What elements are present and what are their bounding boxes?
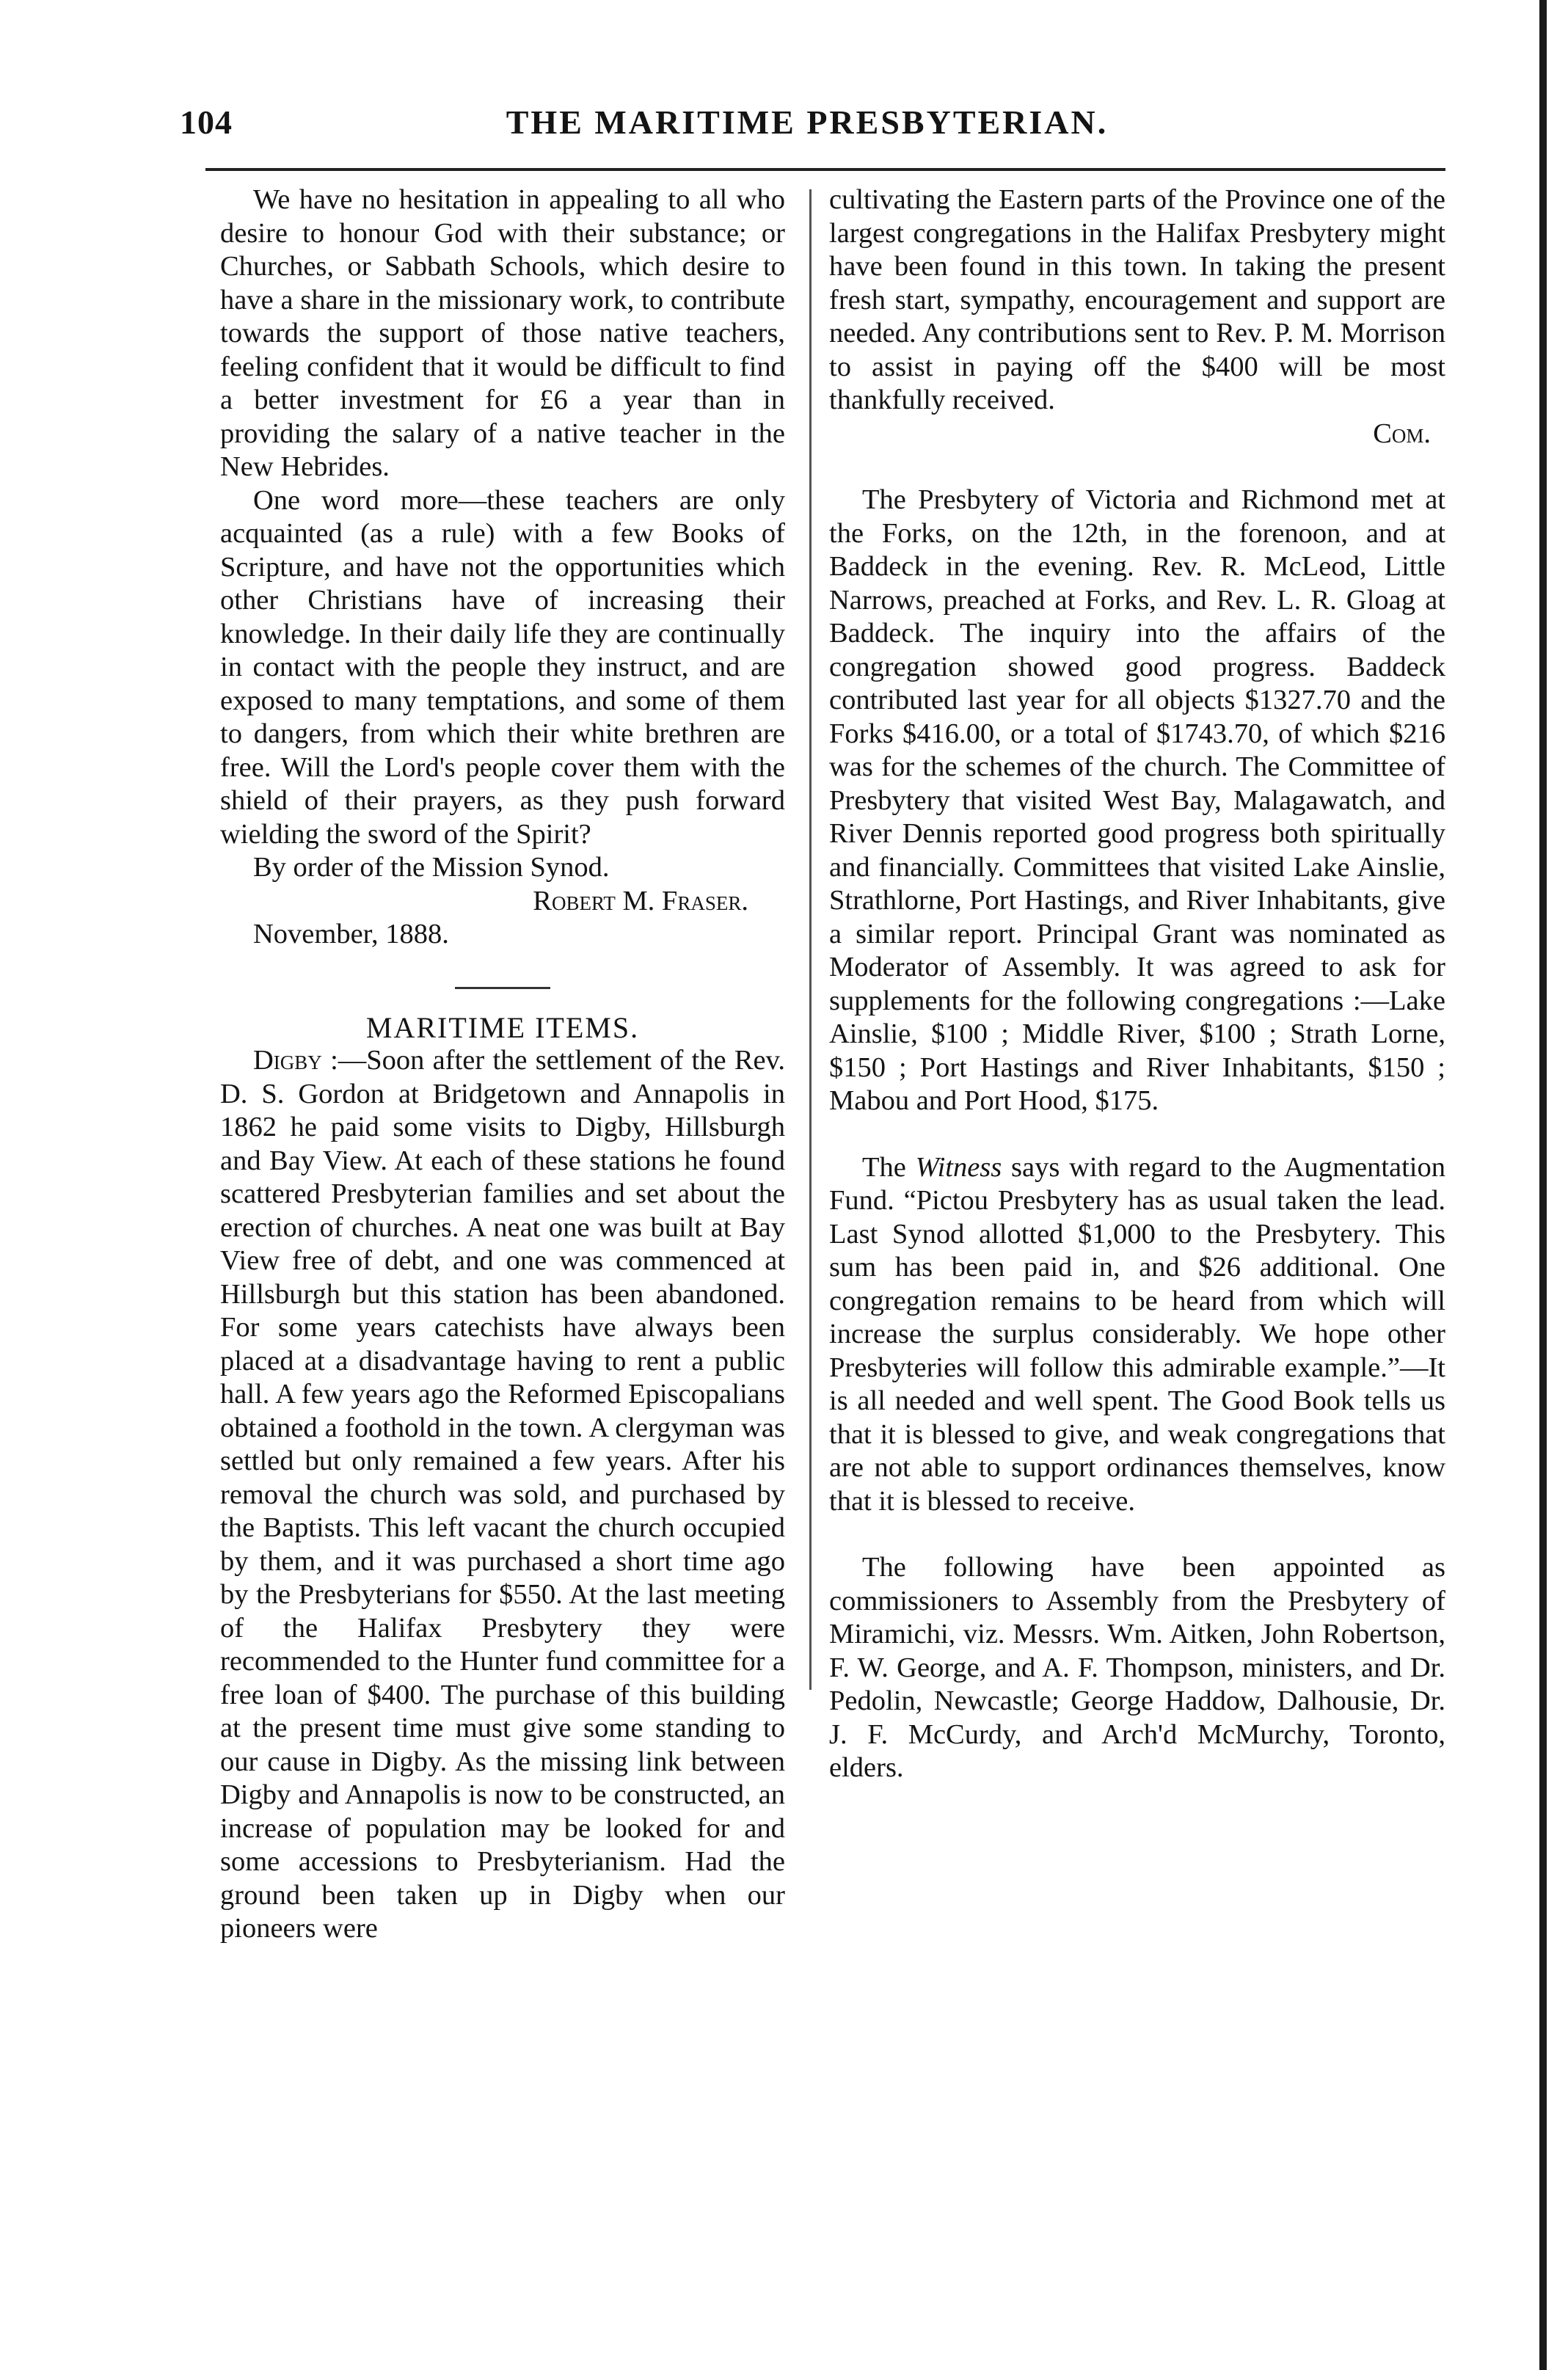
digby-text: :—Soon after the settlement of the Rev. D. S. Gordon at Bridgetown and Annapolis in 1862 he paid some visits to Digby, Hillsburgh and Bay View. At each of these stations he found scattered Presbyterian families and set about the erection of churches. A neat one was built at Bay View free of debt, and one was commenced at Hillsburgh but this station has been abandoned. For some years catechists have always been placed at a disadvantage having to rent a public hall. A few years ago the Reformed Episcopalians obtained a foothold in the town. A clergyman was settled but only remained a few years. After his removal the church was sold, and purchased by the Baptists. This left vacant the church occupied by them, and it was purchased a short time ago by the Presbyterians for $550. At the last meeting of the Halifax Presbytery they were recommended to the Hunter fund committee for a free loan of $400. The purchase of this building at the present time must give some standing to our cause in Digby. As the missing link between Digby and Annapolis is now to be constructed, an increase of population may be looked for and some accessions to Presbyterianism. Had the ground been taken up in Digby when our pioneers were — [220, 1045, 785, 1944]
witness-title: Witness — [915, 1151, 1002, 1183]
left-column — [220, 183, 785, 1946]
header-rule — [205, 168, 1445, 171]
appeal-paragraph-1: We have no hesitation in appealing to all who desire to honour God with their substance; or Churches, or Sabbath Schools, which desire to have a share in the missionary work, to contribute towards the support of those native teachers, feeling confident that it would be difficult to find a better investment for £6 a year than in providing the salary of a native teacher in the New Hebrides. — [220, 184, 785, 482]
digby-paragraph — [220, 1044, 785, 1946]
section-divider-rule — [455, 987, 550, 989]
victoria-richmond-paragraph: The Presbytery of Victoria and Richmond met at the Forks, on the 12th, in the forenoon, and at Baddeck in the evening. Rev. R. McLeod, Little Narrows, preached at Forks, and Rev. L. R. Gloag at Baddeck. The inquiry into the affairs of the congregation showed good progress. Baddeck contributed last year for all objects $1327.70 and the Forks $416.00, or a total of $1743.70, of which $216 was for the schemes of the church. The Committee of Presbytery that visited West Bay, Malagawatch, and River Dennis reported good progress both spiritually and financially. Committees that visited Lake Ainslie, Strathlorne, Port Hastings, and River Inhabitants, give a similar report. Principal Grant was nominated as Moderator of Assembly. It was agreed to ask for supplements for the following congregations :—Lake Ainslie, $100 ; Middle River, $100 ; Strath Lorne, $150 ; Port Hastings and River Inhabitants, $150 ; Mabou and Port Hood, $175. — [829, 484, 1445, 1116]
page-edge-rule — [1539, 0, 1547, 2370]
witness-pre: The — [862, 1151, 916, 1183]
dateline: November, 1888. — [253, 919, 449, 949]
page-number: 104 — [180, 103, 233, 141]
witness-text: says with regard to the Augmentation Fund. “Pictou Presbytery has as usual taken the lead. Last Synod allotted $1,000 to the Presbytery. This sum has been paid in, and $26 additional. One congregation remains to be heard from which will increase the surplus considerably. We hope other Presbyteries will follow this admirable example.”—It is all needed and well spent. The Good Book tells us that it is blessed to give, and weak congregations that are not able to support ordinances themselves, know that it is blessed to receive. — [829, 1151, 1445, 1517]
witness-paragraph — [829, 1151, 1445, 1519]
digby-continued-paragraph: cultivating the Eastern parts of the Province one of the largest congregations in the Halifax Presbytery might have been found in this town. In taking the present fresh start, sympathy, encouragement and support are needed. Any contributions sent to Rev. P. M. Morrison to assist in paying off the $400 will be most thankfully received. — [829, 184, 1445, 415]
by-order-line: By order of the Mission Synod. — [253, 852, 610, 883]
running-title: THE MARITIME PRESBYTERIAN. — [506, 103, 1109, 141]
section-heading: MARITIME ITEMS. — [365, 1010, 640, 1044]
digby-signoff: Com. — [1373, 418, 1431, 449]
appeal-paragraph-2: One word more—these teachers are only acquainted (as a rule) with a few Books of Scripture, and have not the opportunities which other Christians have of increasing their knowledge. In their daily life they are continually in contact with the people they instruct, and are exposed to many temptations, and some of them to dangers, from which their white brethren are free. Will the Lord's people cover them with the shield of their prayers, as they push forward wielding the sword of the Spirit? — [220, 484, 785, 850]
signature: Robert M. Fraser. — [533, 885, 748, 916]
right-column — [829, 183, 1445, 1785]
page-header — [169, 103, 1445, 161]
commissioners-paragraph: The following have been appointed as commissioners to Assembly from the Presbytery of Miramichi, viz. Messrs. Wm. Aitken, John Robertson, F. W. George, and A. F. Thompson, ministers, and Dr. Pedolin, Newcastle; George Haddow, Dalhousie, Dr. J. F. McCurdy, and Arch'd McMurchy, Toronto, elders. — [829, 1552, 1445, 1783]
column-divider — [809, 189, 812, 1690]
digby-lead: Digby — [253, 1045, 322, 1076]
